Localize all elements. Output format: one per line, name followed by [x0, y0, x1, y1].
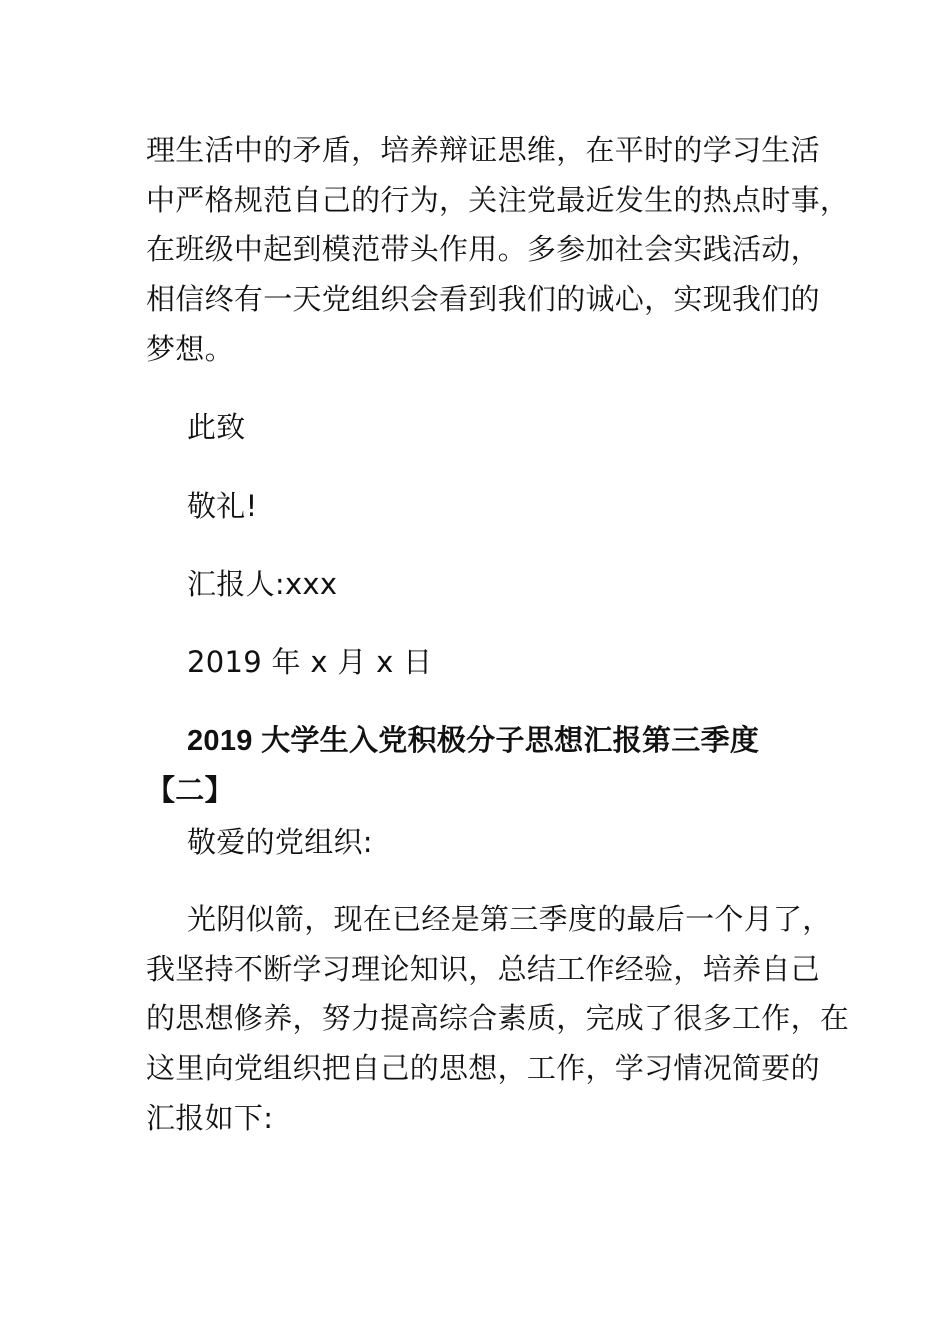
paragraph-line: 的思想修养，努力提高综合素质，完成了很多工作，在	[146, 1001, 850, 1035]
paragraph-line: 在班级中起到模范带头作用。多参加社会实践活动，	[146, 232, 820, 266]
letter-greeting: 敬爱的党组织:	[187, 825, 373, 859]
paragraph-line: 理生活中的矛盾，培养辩证思维，在平时的学习生活	[146, 133, 820, 167]
paragraph-line: 梦想。	[146, 332, 234, 366]
paragraph-line: 光阴似箭，现在已经是第三季度的最后一个月了，	[187, 902, 832, 936]
closing-salutation: 此致	[187, 410, 246, 444]
section-title-number: 【二】	[146, 775, 234, 807]
paragraph-line: 相信终有一天党组织会看到我们的诚心，实现我们的	[146, 282, 820, 316]
paragraph-line: 中严格规范自己的行为，关注党最近发生的热点时事，	[146, 183, 850, 217]
paragraph-line: 我坚持不断学习理论知识，总结工作经验，培养自己	[146, 952, 820, 986]
paragraph-line: 汇报如下:	[146, 1101, 274, 1135]
closing-regards: 敬礼!	[187, 489, 258, 523]
paragraph-line: 这里向党组织把自己的思想，工作，学习情况简要的	[146, 1051, 820, 1085]
section-title: 2019 大学生入党积极分子思想汇报第三季度	[187, 725, 760, 757]
report-date: 2019 年 x 月 x 日	[187, 645, 433, 679]
reporter-signature: 汇报人:xxx	[187, 567, 338, 601]
